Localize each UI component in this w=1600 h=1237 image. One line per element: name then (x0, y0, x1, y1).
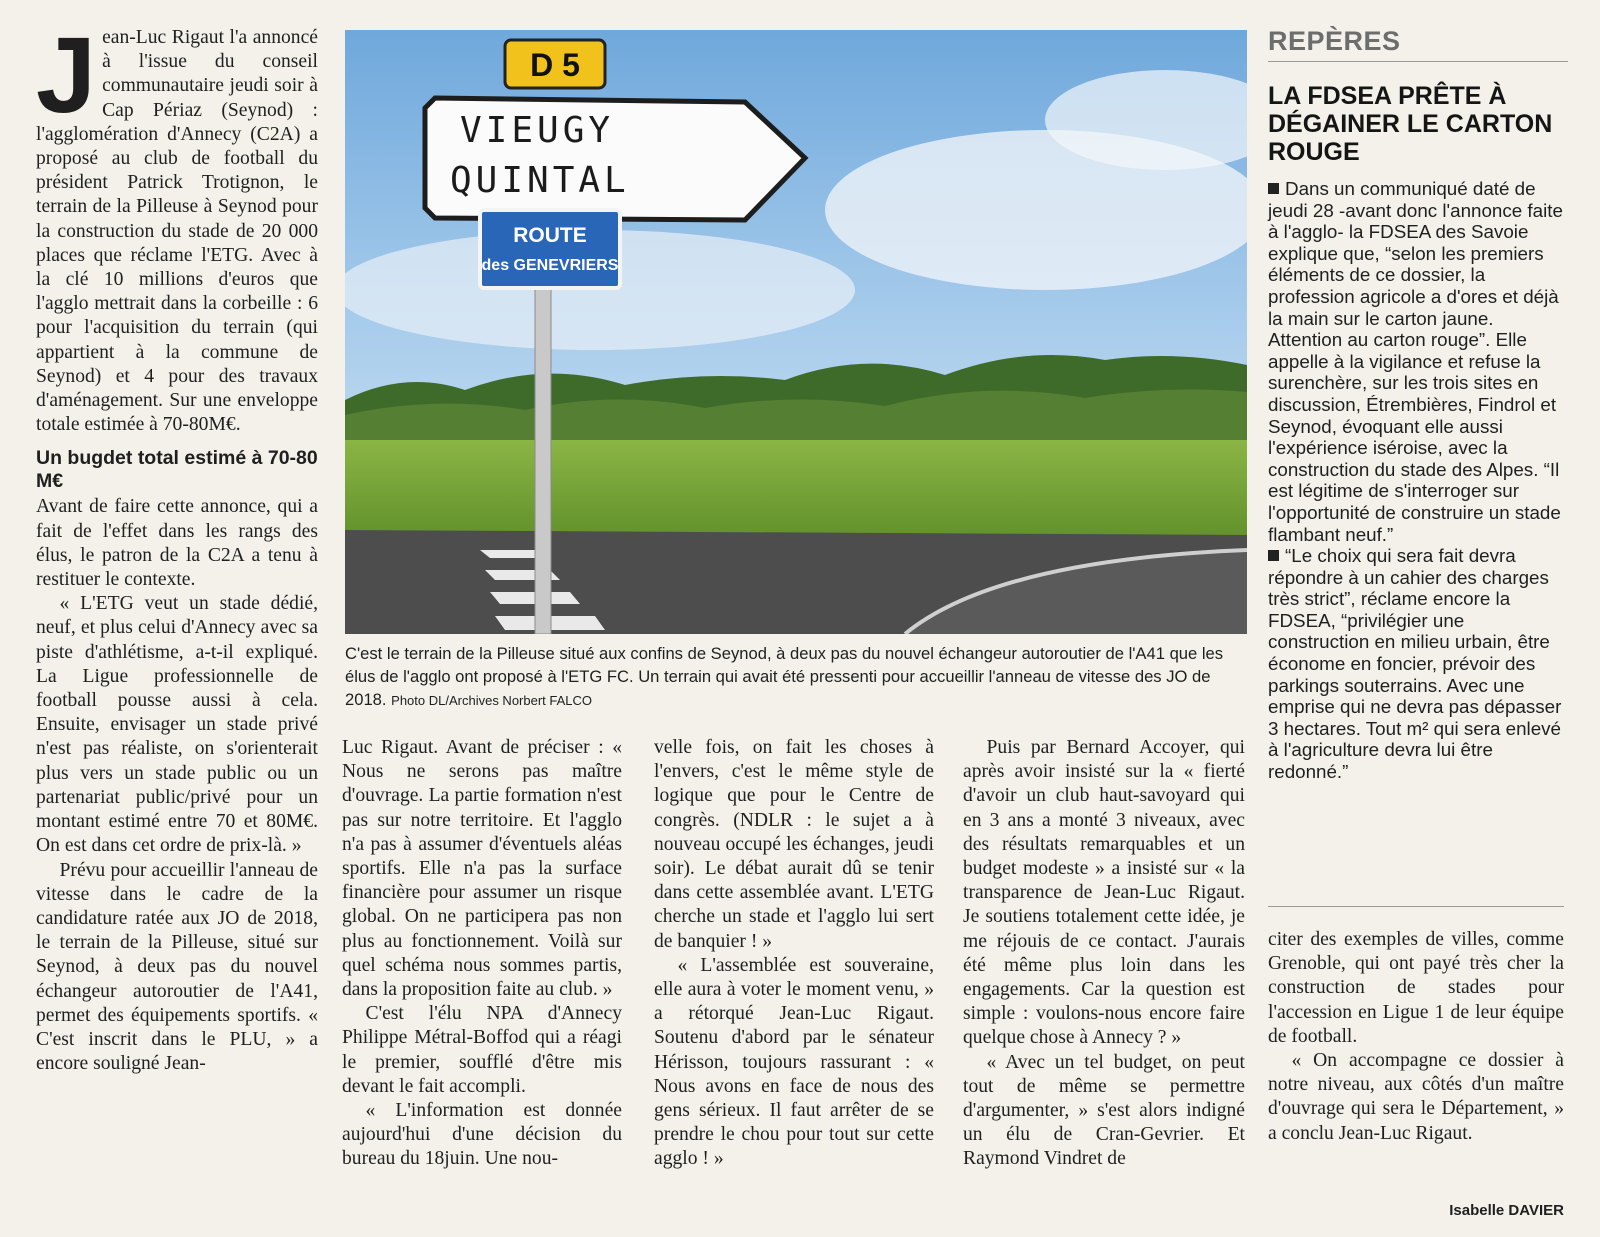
article-column-1 (36, 14, 318, 1076)
article-column-2 (342, 736, 622, 1172)
article-photo (345, 30, 1247, 634)
square-bullet-icon (1268, 183, 1279, 194)
street-sign (480, 210, 620, 288)
author-signature: Isabelle DAVIER (1449, 1202, 1564, 1219)
paragraph: Luc Rigaut. Avant de préciser : « Nous ne serons pas maître d'ouvrage. La partie formation n'est pas sur notre territoire. Et l'agglo n'a pas à assumer d'éventuels aléas sportifs. Elle n'a pas la surface financière pour assumer un risque global. On ne participera pas non plus au fonctionnement. Voilà sur quel schéma nous sommes partis, dans la proposition faite au club. » (342, 737, 622, 1001)
paragraph: « L'assemblée est souveraine, elle aura à voter le moment venu, » a rétorqué Jean-Luc Rigaut. Soutenu d'abord par le sénateur Hérisson, toujours rassurant : « Nous avons en face de nous des gens sérieux. Il faut arrêter de se prendre le chou pour tout sur cette agglo ! » (654, 954, 934, 1170)
article-column-4 (963, 736, 1245, 1172)
photo-caption (345, 642, 1250, 712)
lead-paragraph (36, 14, 318, 437)
paragraph: velle fois, on fait les choses à l'envers, c'est le même style de logique que pour le Centre de congrès. (NDLR : le sujet a à nouveau occupé les échanges, jeudi soir). Le débat aurait dû se tenir dans cette assemblée avant. L'ETG cherche un stade et l'agglo lui sert de banquier ! » (654, 737, 934, 952)
sign-line-2: QUINTAL (450, 160, 630, 201)
sign-pole (535, 265, 551, 634)
caption-text: C'est le terrain de la Pilleuse situé aux confins de Seynod, à deux pas du nouvel échangeur autoroutier de l'A41 que les élus de l'agglo ont proposé à l'ETG FC. Un terrain qui avait été pressenti pour accueillir l'anneau de vitesse des JO de 2018. (345, 644, 1224, 709)
sidebar-kicker: REPÈRES (1268, 26, 1568, 62)
sidebar-paragraph (1268, 178, 1568, 545)
photo-credit: Photo DL/Archives Norbert FALCO (391, 693, 593, 708)
paragraph: « L'information est donnée aujourd'hui d'une décision du bureau du 18juin. Une nou- (342, 1100, 622, 1170)
paragraph: C'est l'élu NPA d'Annecy Philippe Métral-Boffod qui a réagi le premier, soufflé d'être mis devant le fait accompli. (342, 1003, 622, 1097)
drop-cap: J (36, 14, 97, 135)
article-column-5 (1268, 928, 1564, 1146)
paragraph: Prévu pour accueillir l'anneau de vitesse dans le cadre de la candidature ratée aux JO de 2018, le terrain de la Pilleuse, situé sur Seynod, à deux pas du nouvel échangeur autoroutier de l'A41, permet des équipements sportifs. « C'est inscrit dans le PLU, » a encore souligné Jean- (36, 859, 318, 1075)
subheading: Un bugdet total estimé à 70-80 M€ (36, 447, 318, 493)
square-bullet-icon (1268, 550, 1279, 561)
sidebar-paragraph-text: Dans un communiqué daté de jeudi 28 -avant donc l'annonce faite à l'agglo- la FDSEA des Savoie explique que, “selon les premiers éléments de ce dossier, la profession agricole a d'ores et déjà la main sur le carton jaune. Attention au carton rouge”. Elle appelle à la vigilance et refuse la surenchère, sur les trois sites en discussion, Étrembières, Findrol et Seynod, évoquant elle aussi l'expérience iséroise, avec la construction du stade des Alpes. “Il est légitime de s'interroger sur l'opportunité de construire un stade flambant neuf.” (1268, 178, 1563, 545)
sign-line-1: VIEUGY (460, 110, 615, 151)
street-sign-line-2: des GENEVRIERS (481, 257, 619, 274)
sidebar-title: LA FDSEA PRÊTE À DÉGAINER LE CARTON ROUGE (1268, 82, 1553, 166)
paragraph: Puis par Bernard Accoyer, qui après avoir insisté sur la « fierté d'avoir un club haut-savoyard qui en 3 ans a monté 3 niveaux, avec des résultats remarquables et un budget modeste » a insisté sur « la transparence de Jean-Luc Rigaut. Je soutiens totalement cette idée, je me réjouis de ce contact. J'aurais été même plus loin dans les engagements. Car la question est simple : voulons-nous encore faire quelque chose à Annecy ? » (963, 737, 1245, 1049)
paragraph: citer des exemples de villes, comme Grenoble, qui ont payé très cher la construction de stades pour l'accession en Ligue 1 de leur équipe de football. (1268, 929, 1564, 1047)
paragraph: « L'ETG veut un stade dédié, neuf, et plus celui d'Annecy avec sa piste d'athlétisme, a-t-il expliqué. La Ligue professionnelle de football pousse aussi à cela. Ensuite, envisager un stade privé n'est pas réaliste, on s'orienterait plus vers un stade public ou un partenariat public/privé pour un montant estimé entre 70 et 80M€. On est dans cet ordre de prix-là. » (36, 593, 318, 857)
divider (1268, 906, 1564, 907)
route-number: D 5 (530, 47, 580, 83)
sidebar-body (1268, 178, 1568, 783)
paragraph: Avant de faire cette annonce, qui a fait de l'effet dans les rangs des élus, le patron de la C2A a tenu à restituer le contexte. (36, 496, 318, 591)
paragraph: « On accompagne ce dossier à notre niveau, aux côtés d'un maître d'ouvrage qui sera le Département, » a conclu Jean-Luc Rigaut. (1268, 1050, 1564, 1144)
field (345, 440, 1247, 545)
sidebar-paragraph-text: “Le choix qui sera fait devra répondre à un cahier des charges très strict”, réclame encore la FDSEA, “privilégier une construction en milieu urbain, être économe en foncier, prévoir des parkings souterrains. Avec une emprise qui ne devra pas dépasser 3 hectares. Tout m² qui sera enlevé à l'agriculture devra lui être redonné.” (1268, 545, 1562, 783)
lead-text: ean-Luc Rigaut l'a annoncé à l'issue du conseil communautaire jeudi soir à Cap Périaz (Seynod) : l'agglomération d'Annecy (C2A) a proposé au club de football du président Patrick Trotignon, le terrain de la Pilleuse à Seynod pour la construction du stade de 20 000 places que réclame l'ETG. Avec à la clé 10 millions d'euros que l'agglo mettrait dans la corbeille : 6 pour l'acquisition du terrain (qui appartient à la commune de Seynod) et 4 pour des travaux d'aménagement. Sur une enveloppe totale estimée à 70-80M€. (36, 27, 318, 436)
sidebar-box (1268, 26, 1568, 783)
street-sign-line-1: ROUTE (513, 224, 587, 247)
article-column-3 (654, 736, 934, 1172)
paragraph: « Avec un tel budget, on peut tout de même se permettre d'argumenter, » s'est alors indigné un élu de Cran-Gevrier. Et Raymond Vindret de (963, 1051, 1245, 1170)
sidebar-paragraph (1268, 545, 1568, 783)
